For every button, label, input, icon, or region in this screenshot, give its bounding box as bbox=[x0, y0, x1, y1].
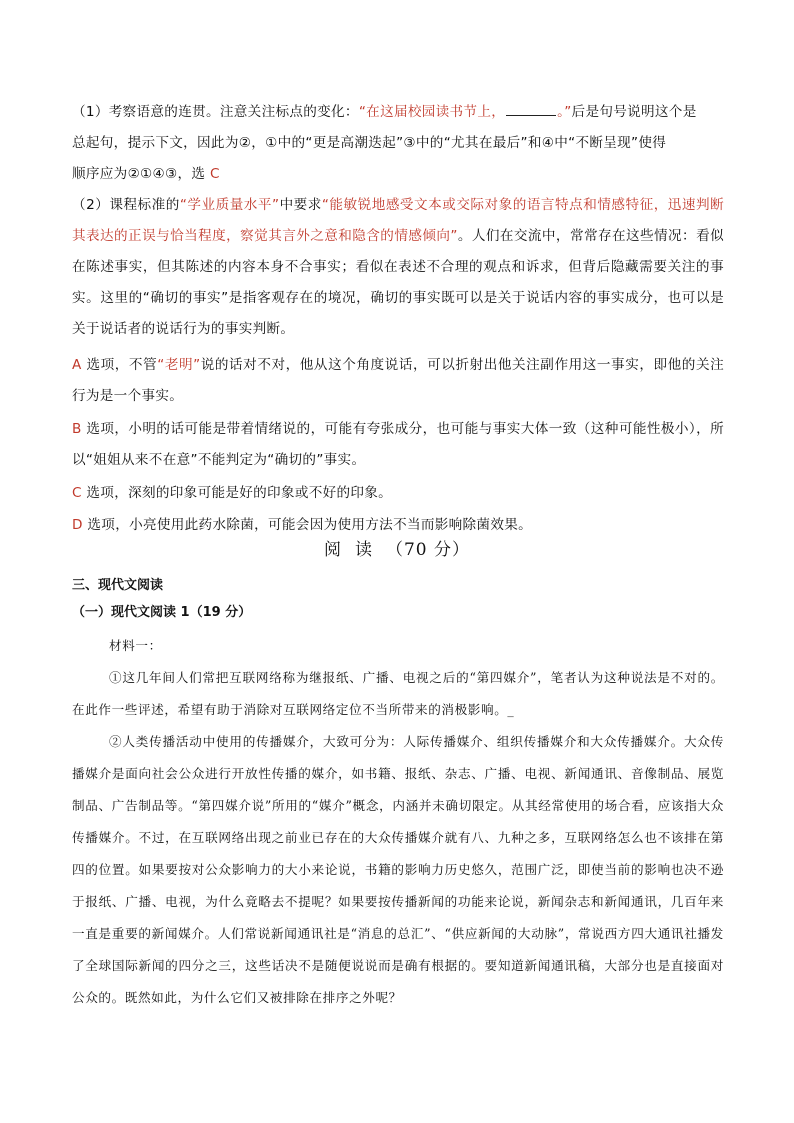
option-b-text: 选项，小明的话可能是带着情绪说的，可能有夸张成分，也可能与事实大体一致（这种可能性极小），所以“姐姐从来不在意”不能判定为“确切的”事实。 bbox=[72, 421, 724, 468]
option-a-explanation bbox=[72, 350, 724, 412]
answer-q1-line2: 总起句，提示下文，因此为②，①中的“更是高潮迭起”③中的“尤其在最后”和④中“不断呈现”使得 bbox=[72, 135, 667, 151]
section-title-word: 阅读 bbox=[323, 540, 386, 560]
paragraph-2: ②人类传播活动中使用的传播媒介，大致可分为：人际传播媒介、组织传播媒介和大众传播媒介。大众传播媒介是面向社会公众进行开放性传播的媒介，如书籍、报纸、杂志、广播、电视、新闻通讯、音像制品、展览制品、广告制品等。“第四媒介说”所用的“媒介”概念，内涵并未确切限定。从其经常使用的场合看，应该指大众传播媒介。不过，在互联网络出现之前业已存在的大众传播媒介就有八、九种之多，互联网络怎么也不该排在第四的位置。如果要按对公众影响力的大小来论说，书籍的影响力历史悠久，范围广泛，即使当前的影响也决不逊于报纸、广播、电视，为什么竟略去不提呢？如果要按传播新闻的功能来论说，新闻杂志和新闻通讯，几百年来一直是重要的新闻媒介。人们常说新闻通讯社是“消息的总汇”、“供应新闻的大动脉”，常说西方四大通讯社播发了全球国际新闻的四分之三，这些话决不是随便说说而是确有根据的。要知道新闻通讯稿，大部分也是直接面对公众的。既然如此，为什么它们又被排除在排序之外呢？ bbox=[72, 734, 724, 1005]
fill-blank bbox=[506, 103, 556, 116]
option-b-explanation bbox=[72, 414, 724, 476]
section-title-score: （70 分） bbox=[385, 540, 471, 560]
option-d-letter: D bbox=[72, 517, 83, 533]
answer-q1 bbox=[72, 97, 724, 190]
option-c-explanation bbox=[72, 478, 724, 509]
option-a-quote: “老明” bbox=[157, 357, 201, 373]
option-d-explanation bbox=[72, 510, 724, 541]
answer-q1-quote bbox=[359, 104, 572, 120]
answer-q1-choice: C bbox=[209, 166, 220, 182]
option-a-letter: A bbox=[72, 357, 82, 373]
section-title bbox=[0, 538, 794, 562]
answer-q1-line3: 顺序应为②①④③，选 bbox=[72, 166, 210, 182]
answer-q1-line1-suffix: 后是句号说明这个是 bbox=[571, 104, 697, 120]
answer-q2-quote2: “能敏锐地感受文本或交际对象的语言特点和情感特征，迅速判断其表达的正误与恰当程度，察觉其言外之意和隐含的情感倾向” bbox=[72, 197, 725, 244]
option-b-letter: B bbox=[72, 421, 82, 437]
answer-q2-mid: 中要求 bbox=[279, 197, 322, 213]
material-label: 材料一： bbox=[109, 638, 162, 653]
section-heading: 三、现代文阅读 bbox=[72, 578, 164, 593]
option-a-text1: 选项，不管 bbox=[81, 357, 158, 373]
answer-q1-quote-end: 。” bbox=[557, 104, 572, 120]
answer-q2-quote1: “学业质量水平” bbox=[179, 197, 280, 213]
answer-q1-line1: （1）考察语意的连贯。注意关注标点的变化： bbox=[72, 104, 359, 120]
subsection-heading: （一）现代文阅读 1（19 分） bbox=[72, 605, 252, 620]
option-c-text: 选项，深刻的印象可能是好的印象或不好的印象。 bbox=[81, 485, 393, 501]
answer-q2-prefix: （2）课程标准的 bbox=[72, 197, 180, 213]
answer-q2 bbox=[72, 190, 724, 345]
option-a-text2: 说的话对不对，他从这个角度说话，可以折射出他关注副作用这一事实，即他的关注行为是一个事实。 bbox=[72, 357, 724, 404]
answer-q2-rest: 。人们在交流中，常常存在这些情况：看似在陈述事实，但其陈述的内容本身不合事实；看似在表述不合理的观点和诉求，但背后隐藏需要关注的事实。这里的“确切的事实”是指客观存在的境况，确切的事实既可以是关于说话内容的事实成分，也可以是关于说话者的说话行为的事实判断。 bbox=[72, 228, 724, 337]
option-d-text: 选项，小亮使用此药水除菌，可能会因为使用方法不当而影响除菌效果。 bbox=[82, 517, 532, 533]
option-c-letter: C bbox=[72, 485, 82, 501]
paragraph-1: ①这几年间人们常把互联网络称为继报纸、广播、电视之后的“第四媒介”，笔者认为这种说法是不对的。在此作一些评述，希望有助于消除对互联网络定位不当所带来的消极影响。_ bbox=[72, 670, 724, 717]
answer-q1-quote-text: “在这届校园读书节上， bbox=[358, 104, 506, 120]
